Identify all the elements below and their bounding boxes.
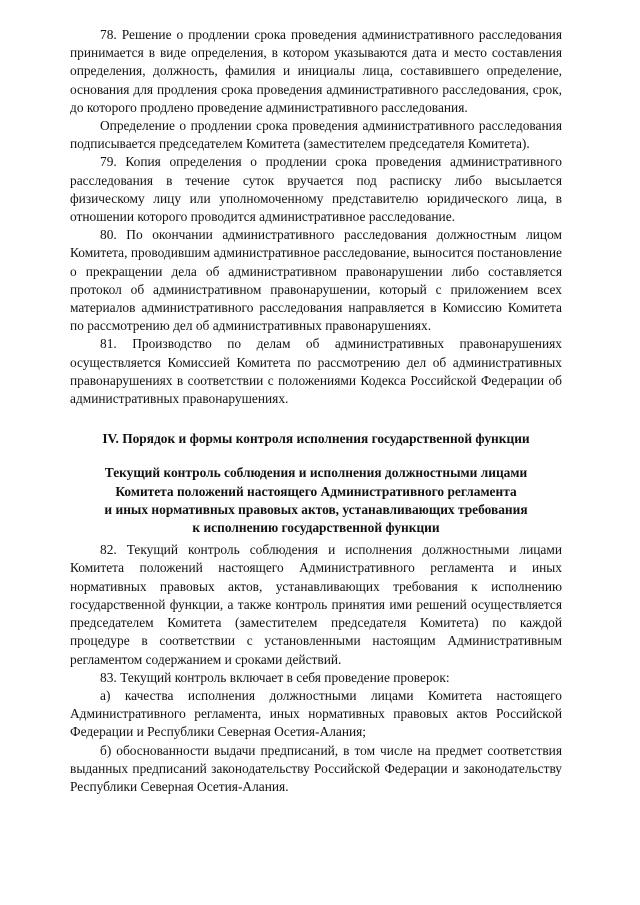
paragraph-82: 82. Текущий контроль соблюдения и исполнения должностными лицами Комитета положений настоящего Административного регламента и иных нормативных правовых актов, устанавливающих требования к исполнению государственной функции, а также контроль принятия ими решений осуществляется председателем Комитета (заместителем председателя Комитета) по каждой процедуре в соответствии с установленными настоящим Административным регламентом содержанием и сроками действий. xyxy=(70,542,562,667)
document-page xyxy=(70,26,562,796)
subsection-title-line: и иных нормативных правовых актов, устанавливающих требования xyxy=(104,501,528,517)
paragraph-83-b: б) обоснованности выдачи предписаний, в том числе на предмет соответствия выданных предписаний законодательству Российской Федерации и законодательству Республики Северная Осетия-Алания. xyxy=(70,742,562,794)
subsection-title-line: Текущий контроль соблюдения и исполнения должностными лицами xyxy=(104,465,528,481)
subsection-title-line: Комитета положений настоящего Административного регламента xyxy=(115,483,517,499)
paragraph-81: 81. Производство по делам об административных правонарушениях осуществляется Комиссией Комитета по рассмотрению дел об административных правонарушениях в соответствии с положениями Кодекса Российской Федерации об административных правонарушениях. xyxy=(70,336,562,407)
paragraph-79: 79. Копия определения о продлении срока проведения административного расследования в течение суток вручается под расписку либо высылается физическому лицу или уполномоченному представителю юридического лица, в отношении которого проводится административное расследование. xyxy=(70,154,562,225)
section-title: IV. Порядок и формы контроля исполнения государственной функции xyxy=(102,431,530,447)
subsection-title xyxy=(70,464,562,537)
subsection-title-line: к исполнению государственной функции xyxy=(192,520,440,536)
paragraph-78: 78. Решение о продлении срока проведения административного расследования принимается в виде определения, в котором указываются дата и место составления определения, должность, фамилия и инициалы лица, составившего определение, основания для продления срока проведения административного расследования, срок, до которого продлено проведение административного расследования. xyxy=(70,27,562,115)
paragraph-80: 80. По окончании административного расследования должностным лицом Комитета, проводившим административное расследование, выносится постановление о прекращении дела об административном правонарушении либо составляется протокол об административном правонарушении, который с приложением всех материалов административного расследования направляется в Комиссию Комитета по рассмотрению дел об административных правонарушениях. xyxy=(70,227,562,334)
paragraph-83-a: а) качества исполнения должностными лицами Комитета настоящего Административного регламента, иных нормативных правовых актов Российской Федерации и Республики Северная Осетия-Алания; xyxy=(70,687,562,740)
paragraph-83: 83. Текущий контроль включает в себя проведение проверок: xyxy=(100,669,450,685)
paragraph-78-definition: Определение о продлении срока проведения административного расследования подписывается председателем Комитета (заместителем председателя Комитета). xyxy=(70,118,562,152)
